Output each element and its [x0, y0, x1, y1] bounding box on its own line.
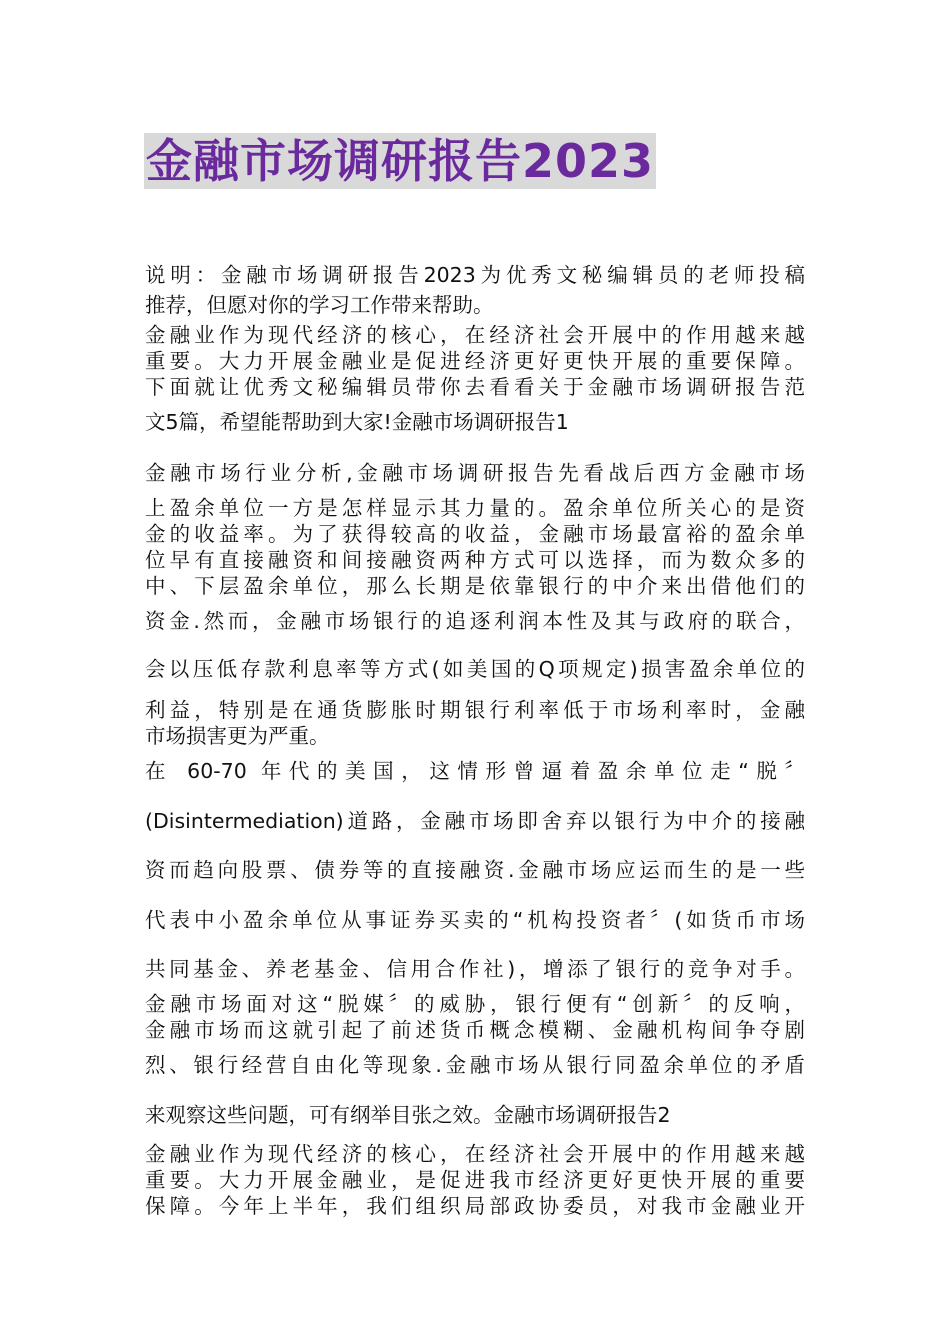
text-line: 文5篇，希望能帮助到大家!金融市场调研报告1	[145, 410, 569, 434]
text-line: 下面就让优秀文秘编辑员带你去看看关于金融市场调研报告范	[145, 375, 805, 399]
text-line: 位早有直接融资和间接融资两种方式可以选择，而为数众多的	[145, 548, 805, 572]
text-line: (Disintermediation)道路，金融市场即舍弃以银行为中介的接融	[145, 809, 805, 833]
text-line: 会以压低存款利息率等方式(如美国的Q项规定)损害盈余单位的	[145, 657, 805, 681]
text-line: 推荐，但愿对你的学习工作带来帮助。	[145, 293, 494, 317]
text-line: 上盈余单位一方是怎样显示其力量的。盈余单位所关心的是资	[145, 496, 805, 520]
text-line: 共同基金、养老基金、信用合作社)，增添了银行的竞争对手。	[145, 957, 805, 981]
text-line: 金融市场行业分析,金融市场调研报告先看战后西方金融市场	[145, 461, 805, 485]
text-line: 重要。大力开展金融业，是促进我市经济更好更快开展的重要	[145, 1168, 805, 1192]
title-highlight	[144, 133, 656, 189]
text-line: 在 60-70 年代的美国，这情形曾逼着盈余单位走“脱〞	[145, 759, 805, 783]
text-line: 资金.然而，金融市场银行的追逐利润本性及其与政府的联合，	[145, 609, 805, 633]
text-line: 保障。今年上半年，我们组织局部政协委员，对我市金融业开	[145, 1194, 805, 1218]
page-title: 金融市场调研报告2023	[146, 134, 655, 188]
text-line: 中、下层盈余单位，那么长期是依靠银行的中介来出借他们的	[145, 574, 805, 598]
text-line: 金融市场而这就引起了前述货币概念模糊、金融机构间争夺剧	[145, 1018, 805, 1042]
text-line: 市场损害更为严重。	[145, 724, 330, 748]
text-line: 金融业作为现代经济的核心，在经济社会开展中的作用越来越	[145, 323, 805, 347]
text-line: 资而趋向股票、债券等的直接融资.金融市场应运而生的是一些	[145, 858, 805, 882]
text-line: 说明：金融市场调研报告2023为优秀文秘编辑员的老师投稿	[145, 263, 805, 287]
text-line: 代表中小盈余单位从事证券买卖的“机构投资者〞(如货币市场	[145, 908, 805, 932]
text-line: 来观察这些问题，可有纲举目张之效。金融市场调研报告2	[145, 1103, 671, 1127]
text-line: 烈、银行经营自由化等现象.金融市场从银行同盈余单位的矛盾	[145, 1053, 805, 1077]
text-line: 金融业作为现代经济的核心，在经济社会开展中的作用越来越	[145, 1142, 805, 1166]
text-line: 利益，特别是在通货膨胀时期银行利率低于市场利率时，金融	[145, 698, 805, 722]
text-line: 金的收益率。为了获得较高的收益，金融市场最富裕的盈余单	[145, 522, 805, 546]
text-line: 金融市场面对这“脱媒〞的威胁，银行便有“创新〞的反响，	[145, 992, 805, 1016]
text-line: 重要。大力开展金融业是促进经济更好更快开展的重要保障。	[145, 349, 805, 373]
